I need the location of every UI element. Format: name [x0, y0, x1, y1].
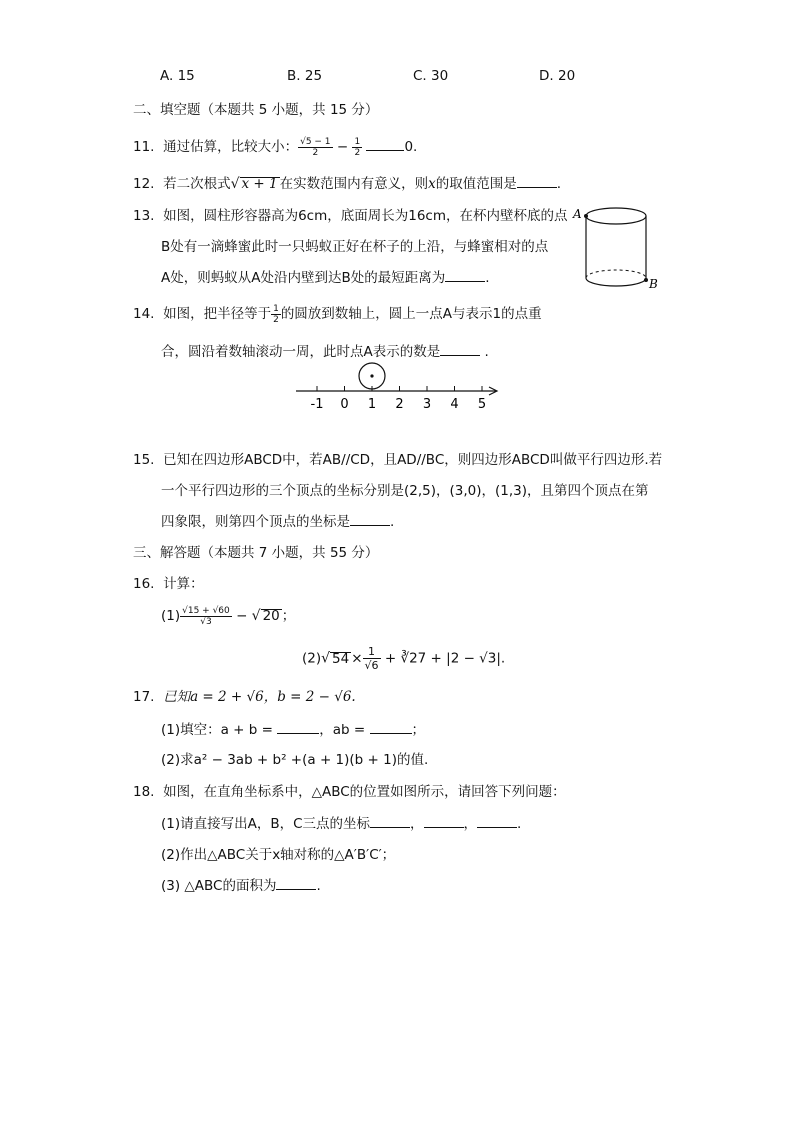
option-c: C. 30 — [413, 68, 449, 84]
question-15-line-2: 一个平行四边形的三个顶点的坐标分别是(2,5)，(3,0)，(1,3)，且第四个顶点在第 — [161, 483, 649, 499]
section-heading-fill-blank: 二、填空题（本题共 5 小题，共 15 分） — [133, 102, 379, 118]
question-11: 11. 通过估算，比较大小： $\frac{√5 - 1}{2}$ − $\frac{1}{2}$ 0. — [133, 136, 418, 158]
question-18-part-2: (2)作出△ABC关于x轴对称的△A′B′C′； — [161, 847, 396, 863]
answer-blank — [477, 815, 517, 828]
question-17-part-2: (2)求a² − 3ab + b² +(a + 1)(b + 1)的值. — [161, 752, 429, 768]
section-heading-solve: 三、解答题（本题共 7 小题，共 55 分） — [133, 545, 379, 561]
question-18-part-1: (1)请直接写出A，B，C三点的坐标 ， ， . — [161, 816, 522, 832]
question-15-line-3: 四象限，则第四个顶点的坐标是 . — [161, 514, 395, 530]
question-13-line-2: B处有一滴蜂蜜此时一只蚂蚁正好在杯子的上沿，与蜂蜜相对的点 — [161, 239, 549, 255]
answer-blank — [366, 138, 404, 151]
tick-label: 5 — [477, 397, 487, 412]
tick-label: 4 — [450, 397, 459, 412]
question-16-part-2: (2)√ 54 × $\frac{1}{√6}$ + ∛27 + |2 − √3|. — [302, 645, 506, 672]
point-b-label: B — [649, 277, 658, 291]
answer-blank — [424, 815, 464, 828]
question-17-part-1: (1)填空：a + b = ，ab = ； — [161, 722, 426, 738]
question-14-line-2: 合，圆沿着数轴滚动一周，此时点A表示的数是 . — [161, 344, 489, 360]
fraction-1: $\frac{√5 - 1}{2}$ — [300, 136, 331, 158]
answer-blank — [445, 269, 485, 282]
question-16-part-1: (1) $\frac{√15 + √60}{√3}$ − √ 20 ； — [161, 605, 296, 627]
answer-blank — [276, 877, 316, 890]
question-13: 13. 如图，圆柱形容器高为6cm，底面周长为16cm，在杯内壁杯底的点 — [133, 208, 568, 224]
option-b: B. 25 — [287, 68, 323, 84]
question-14: 14. 如图，把半径等于 $\frac{1}{2}$ 的圆放到数轴上，圆上一点A与表示1的点重 — [133, 303, 542, 325]
option-d: D. 20 — [539, 68, 576, 84]
tick-label: 3 — [422, 397, 432, 412]
question-12: 12. 若二次根式√ x + 1 在实数范围内有意义，则x的取值范围是 . — [133, 176, 562, 192]
answer-blank — [370, 721, 412, 734]
question-15: 15. 已知在四边形ABCD中，若AB//CD，且AD//BC，则四边形ABCD叫做平行四边形.若 — [133, 452, 663, 468]
tick-label: -1 — [310, 397, 324, 412]
option-a: A. 15 — [160, 68, 195, 84]
number-line-figure — [290, 358, 505, 414]
answer-blank — [277, 721, 319, 734]
tick-label: 1 — [367, 397, 377, 412]
question-18: 18. 如图，在直角坐标系中，△ABC的位置如图所示，请回答下列问题： — [133, 784, 566, 800]
question-13-line-3: A处，则蚂蚁从A处沿内壁到达B处的最短距离为 . — [161, 270, 490, 286]
question-17: 17. 已知a = 2 + √6，b = 2 − √6. — [133, 689, 356, 705]
answer-blank — [440, 343, 480, 356]
answer-blank — [350, 513, 390, 526]
answer-blank — [370, 815, 410, 828]
fraction-2: $\frac{1}{2}$ — [354, 136, 361, 158]
tick-label: 2 — [395, 397, 404, 412]
question-16: 16. 计算： — [133, 576, 204, 592]
tick-label: 0 — [340, 397, 349, 412]
point-a-label: A — [573, 207, 582, 221]
cylinder-figure — [570, 204, 662, 296]
question-18-part-3: (3) △ABC的面积为 . — [161, 878, 321, 894]
answer-blank — [517, 175, 557, 188]
